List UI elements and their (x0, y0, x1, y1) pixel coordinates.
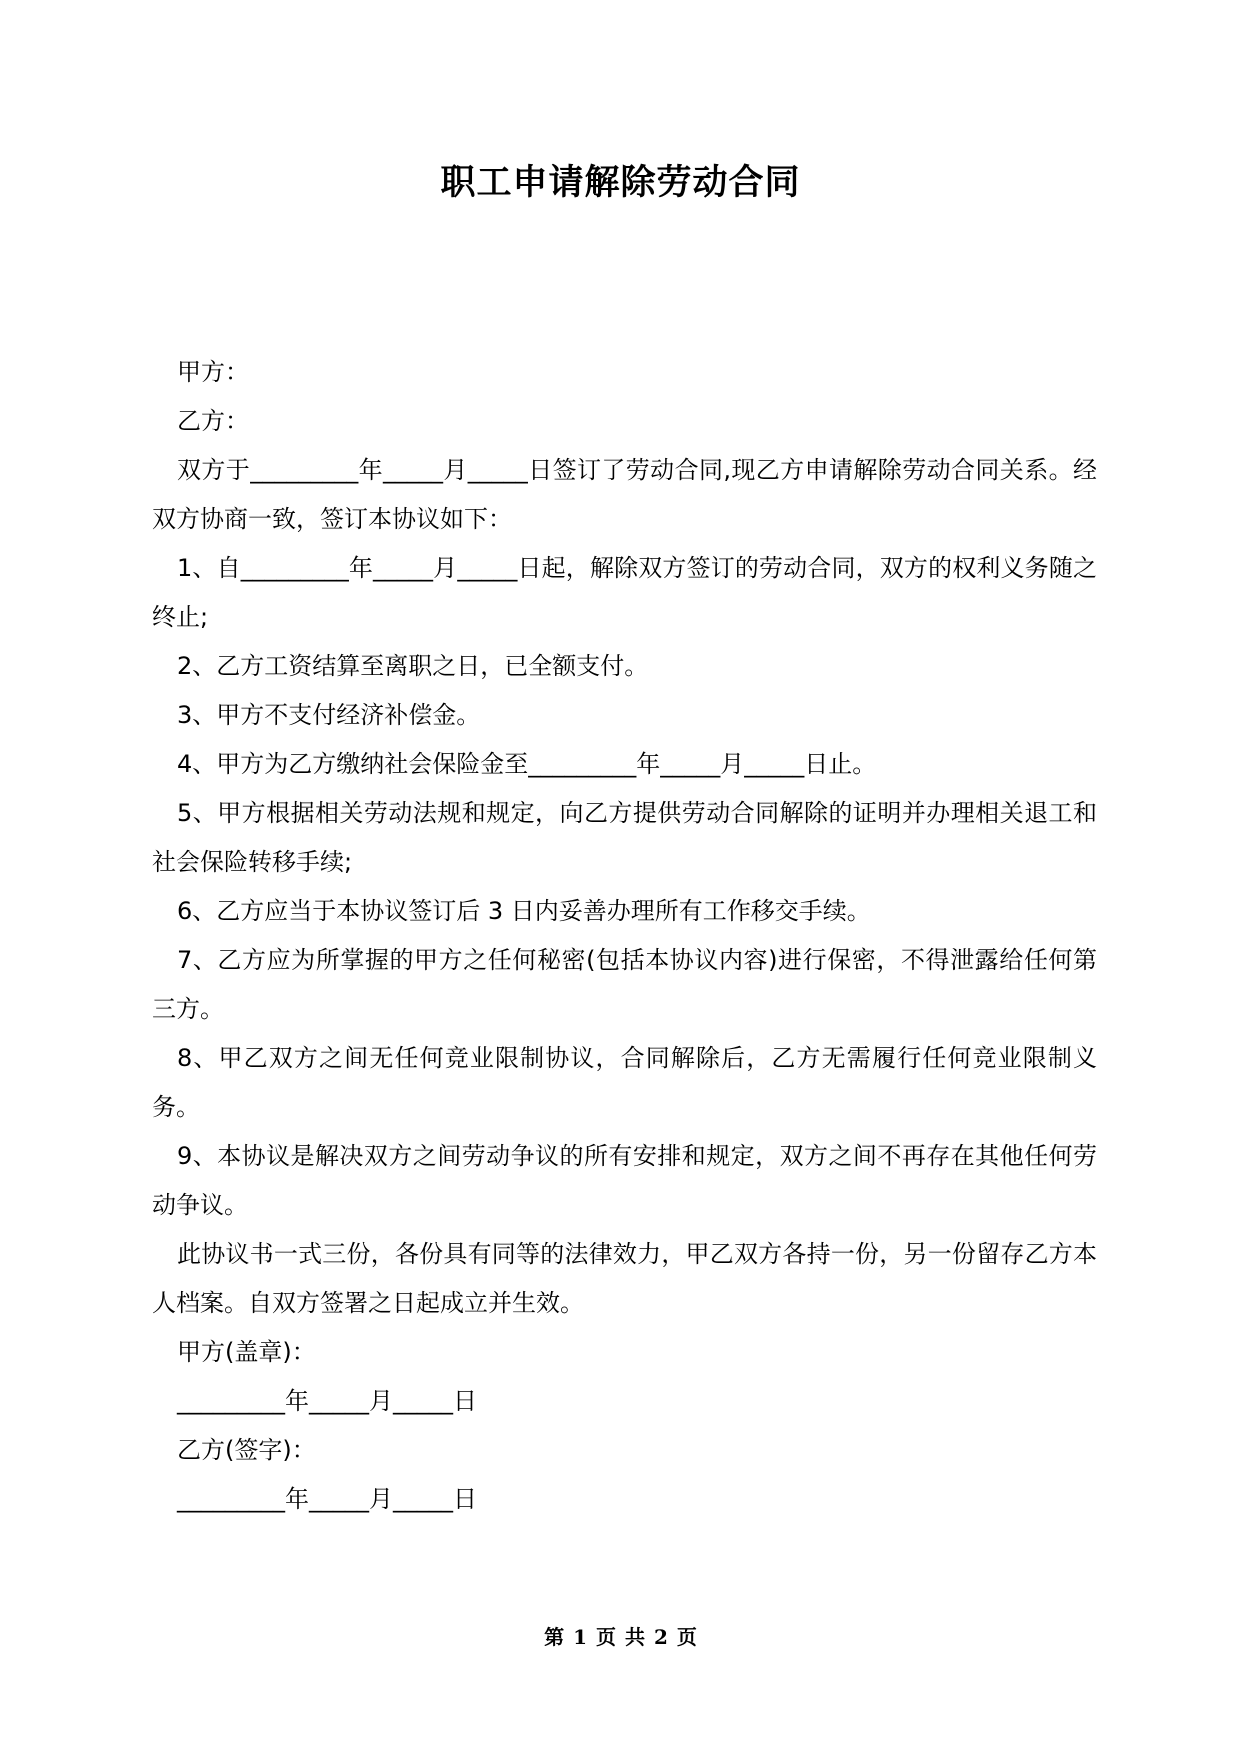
clause-2: 2、乙方工资结算至离职之日，已全额支付。 (177, 652, 649, 680)
signature-party-b-date: _________年_____月_____日 (177, 1485, 477, 1513)
paragraph-party-a: 甲方： (177, 358, 249, 386)
paragraph-party-b: 乙方： (177, 407, 249, 435)
document-body (152, 348, 1097, 1524)
clause-5: 5、甲方根据相关劳动法规和规定，向乙方提供劳动合同解除的证明并办理相关退工和社会保险转移手续; (152, 799, 1097, 876)
page-number-footer: 第 1 页 共 2 页 (544, 1625, 697, 1649)
paragraph-intro: 双方于_________年_____月_____日签订了劳动合同,现乙方申请解除劳动合同关系。经双方协商一致，签订本协议如下： (152, 456, 1097, 533)
clause-8: 8、甲乙双方之间无任何竞业限制协议，合同解除后，乙方无需履行任何竞业限制义务。 (152, 1044, 1097, 1121)
signature-party-a-label: 甲方(盖章)： (177, 1338, 316, 1366)
clause-4: 4、甲方为乙方缴纳社会保险金至_________年_____月_____日止。 (177, 750, 877, 778)
clause-3: 3、甲方不支付经济补偿金。 (177, 701, 481, 729)
signature-party-a-date: _________年_____月_____日 (177, 1387, 477, 1415)
clause-1: 1、自_________年_____月_____日起，解除双方签订的劳动合同，双方的权利义务随之终止; (152, 554, 1097, 631)
clause-7: 7、乙方应为所掌握的甲方之任何秘密(包括本协议内容)进行保密，不得泄露给任何第三方。 (152, 946, 1097, 1023)
paragraph-copies: 此协议书一式三份，各份具有同等的法律效力，甲乙双方各持一份，另一份留存乙方本人档案。自双方签署之日起成立并生效。 (152, 1240, 1097, 1317)
clause-9: 9、本协议是解决双方之间劳动争议的所有安排和规定，双方之间不再存在其他任何劳动争议。 (152, 1142, 1097, 1219)
document-title: 职工申请解除劳动合同 (440, 163, 801, 203)
clause-6: 6、乙方应当于本协议签订后 3 日内妥善办理所有工作移交手续。 (177, 897, 871, 925)
signature-party-b-label: 乙方(签字)： (177, 1436, 316, 1464)
